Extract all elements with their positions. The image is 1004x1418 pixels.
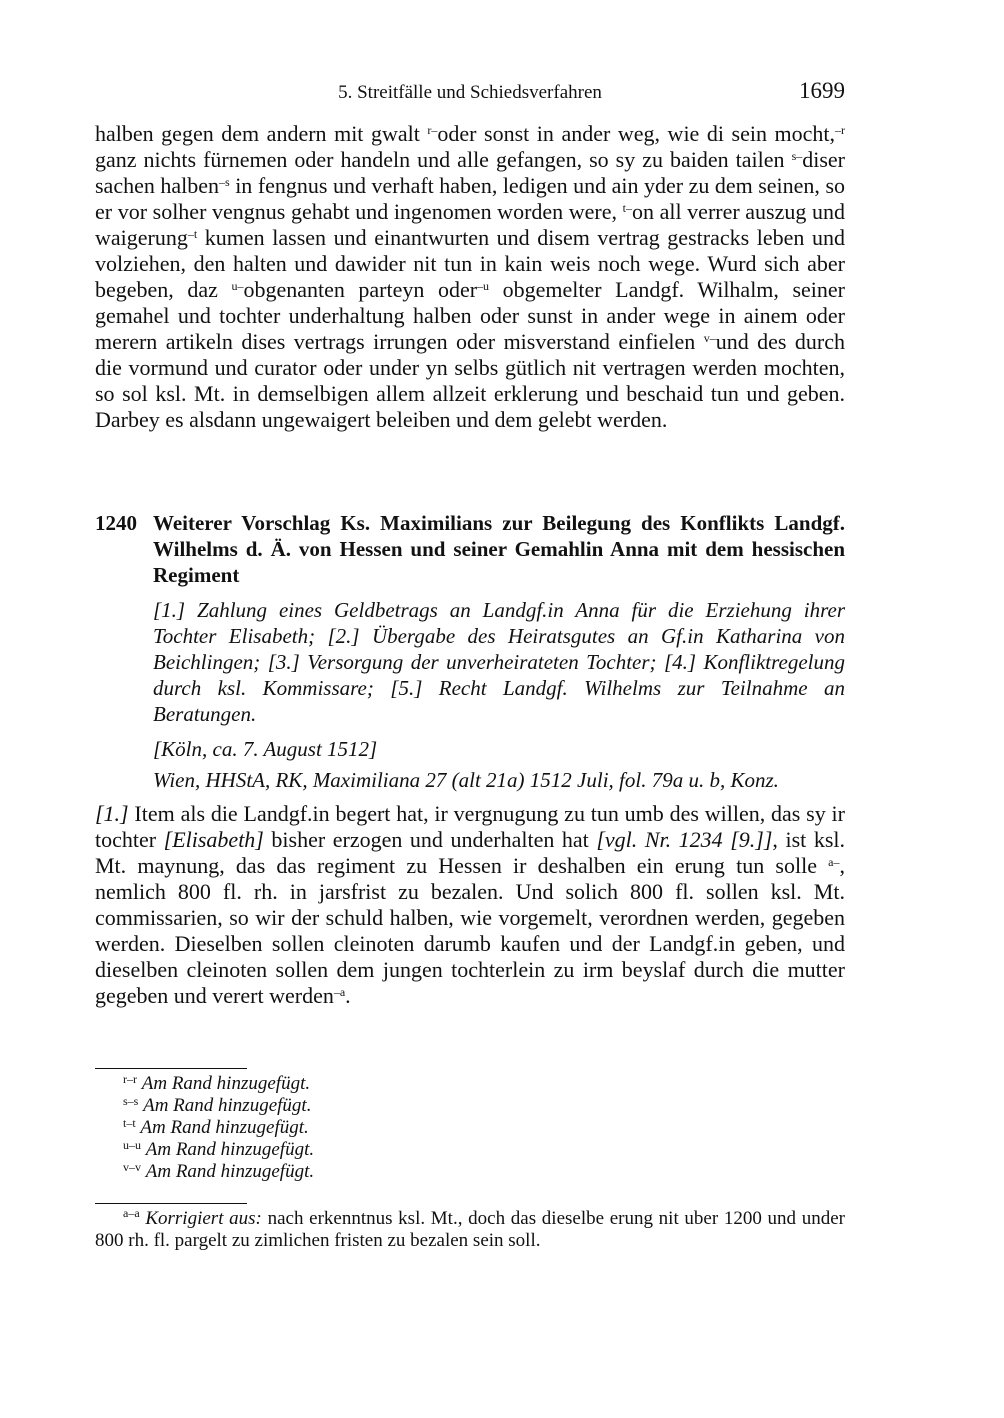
variant-mark: –u (477, 279, 490, 293)
footnotes-letters (95, 1073, 845, 1183)
variant-mark: –a (333, 985, 346, 999)
variant-mark: s– (791, 149, 803, 163)
variant-mark: r– (427, 123, 438, 137)
continuation-paragraph: halben gegen dem andern mit gwalt $^{r-}$oder sonst in ander weg, wie di sein mocht,$^{-r}$ ganz nichts fürnemen oder handeln und alle gefangen, so sy zu baiden tailen $^{s-}$diser sachen halben$^{-s}$ in fengnus und verhaft haben, ledigen und ain yder zu dem seinen, so er vor solher vengnus gehabt und ingenomen worden were, $^{t-}$on all verrer auszug und waigerung$^{-t}$ kumen lassen und einantwurten und disem vertrag gestracks leben und volziehen, den halten und dawider nit tun in kain weis noch wege. Wurd sich aber begeben, daz $^{u-}$obgenanten parteyn oder$^{-u}$ obgemelter Landgf. Wilhalm, seiner gemahel und tochter underhaltung halben oder sunst in ander wege in ainem oder merern artikeln dises vertrags irrungen oder misverstand einfielen $^{v-}$und des durch die vormund und curator oder under yn selbs gütlich nit vertragen werden mochten, so sol ksl. Mt. in demselbigen allem allzeit erklerung und beschaid tun und geben. Darbey es alsdann ungewaigert beleiben und dem gelebt werden. (95, 121, 846, 432)
entry-source: Wien, HHStA, RK, Maximiliana 27 (alt 21a) 1512 Juli, fol. 79a u. b, Konz. (153, 768, 779, 792)
page-header (95, 78, 845, 108)
variant-mark: u– (231, 279, 244, 293)
document-text: [1.] Item als die Landgf.in begert hat, ir vergnugung zu tun umb des willen, das sy ir tochter [Elisabeth] bisher erzogen und underhalten hat [vgl. Nr. 1234 [9.]], ist ksl. Mt. maynung, das das regiment zu Hessen ir deshalben ein erung tun solle $^{a-}$, nemlich 800 fl. rh. in jarsfrist zu bezalen. Und solich 800 fl. sollen ksl. Mt. commissarien, so wir der schuld halben, wie vorgemelt, verordnen werden, gegeben werden. Dieselben sollen cleinoten darumb kaufen und der Landgf.in geben, und dieselben cleinoten sollen dem jungen tochterlein zu irm beyslaf durch die mutter gegeben und verert werden$^{-a}$. (95, 801, 845, 1008)
footnote-a: $^{a-a}$ Korrigiert aus: nach erkenntnus ksl. Mt., doch das dieselbe erung nit uber 1200 und under 800 rh. fl. pargelt zu zimlichen fristen zu bezalen sein soll. (95, 1206, 845, 1251)
footnote-rule (95, 1068, 247, 1069)
footnote: $^{r-r}$ Am Rand hinzugefügt. (123, 1072, 311, 1094)
footnote: $^{v-v}$ Am Rand hinzugefügt. (123, 1160, 315, 1182)
entry-number: 1240 (95, 511, 137, 535)
entry-regest: [1.] Zahlung eines Geldbetrags an Landgf.in Anna für die Erziehung ihrer Tochter Elisabeth; [2.] Übergabe des Heiratsgutes an Gf.in Katharina von Beichlingen; [3.] Versorgung der unverheirateten Tochter; [4.] Konfliktregelung durch ksl. Kommissare; [5.] Recht Landgf. Wilhelms zur Teilnahme an Beratungen. (153, 598, 845, 726)
footnote-rule (95, 1203, 247, 1204)
footnote: $^{s-s}$ Am Rand hinzugefügt. (123, 1094, 312, 1116)
entry-date: [Köln, ca. 7. August 1512] (153, 737, 378, 761)
footnote: $^{u-u}$ Am Rand hinzugefügt. (123, 1138, 315, 1160)
page-number: 1699 (799, 78, 845, 103)
variant-mark: –t (187, 227, 198, 241)
variant-mark: –s (219, 175, 230, 189)
variant-mark: a– (828, 855, 840, 869)
variant-mark: –r (835, 123, 845, 137)
variant-mark: v– (703, 331, 716, 345)
running-title: 5. Streitfälle und Schiedsverfahren (338, 82, 602, 103)
entry-heading (95, 510, 845, 588)
footnote: $^{t-t}$ Am Rand hinzugefügt. (123, 1116, 309, 1138)
entry-title: Weiterer Vorschlag Ks. Maximilians zur Beilegung des Konflikts Landgf. Wilhelms d. Ä. von Hessen und seiner Gemahlin Anna mit dem hessischen Regiment (153, 511, 845, 587)
variant-mark: t– (622, 201, 632, 215)
